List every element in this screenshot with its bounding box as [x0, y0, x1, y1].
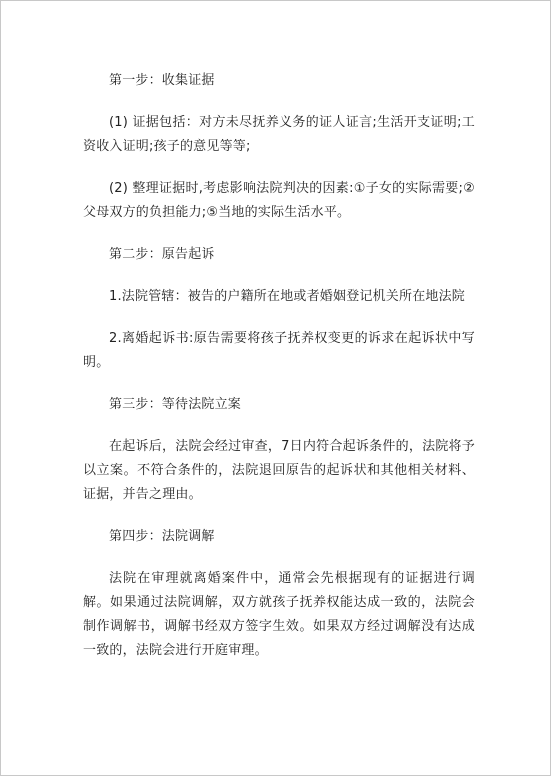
- step3-heading: 第三步：等待法院立案: [109, 397, 242, 412]
- document-body: [83, 69, 475, 663]
- step2-item1: 1.法院管辖：被告的户籍所在地或者婚姻登记机关所在地法院: [109, 289, 466, 304]
- step1-heading: 第一步：收集证据: [109, 73, 215, 88]
- step1-item2: (2) 整理证据时,考虑影响法院判决的因素:①子女的实际需要;② 父母双方的负担能力;⑤当地的实际生活水平。: [83, 181, 475, 220]
- step1-item1: (1) 证据包括：对方未尽抚养义务的证人证言;生活开支证明;工资收入证明;孩子的意见等等;: [83, 115, 475, 154]
- step4-heading: 第四步：法院调解: [109, 529, 215, 544]
- step2-heading: 第二步：原告起诉: [109, 247, 215, 262]
- step2-item2: 2.离婚起诉书:原告需要将孩子抚养权变更的诉求在起诉状中写明。: [83, 331, 475, 370]
- step4-body: 法院在审理就离婚案件中，通常会先根据现有的证据进行调解。如果通过法院调解，双方就孩子抚养权能达成一致的，法院会制作调解书，调解书经双方签字生效。如果双方经过调解没有达成一致的，法院会进行开庭审理。: [83, 571, 475, 658]
- step3-body: 在起诉后，法院会经过审查，7日内符合起诉条件的，法院将予以立案。不符合条件的，法院退回原告的起诉状和其他相关材料、证据，并告之理由。: [83, 439, 475, 502]
